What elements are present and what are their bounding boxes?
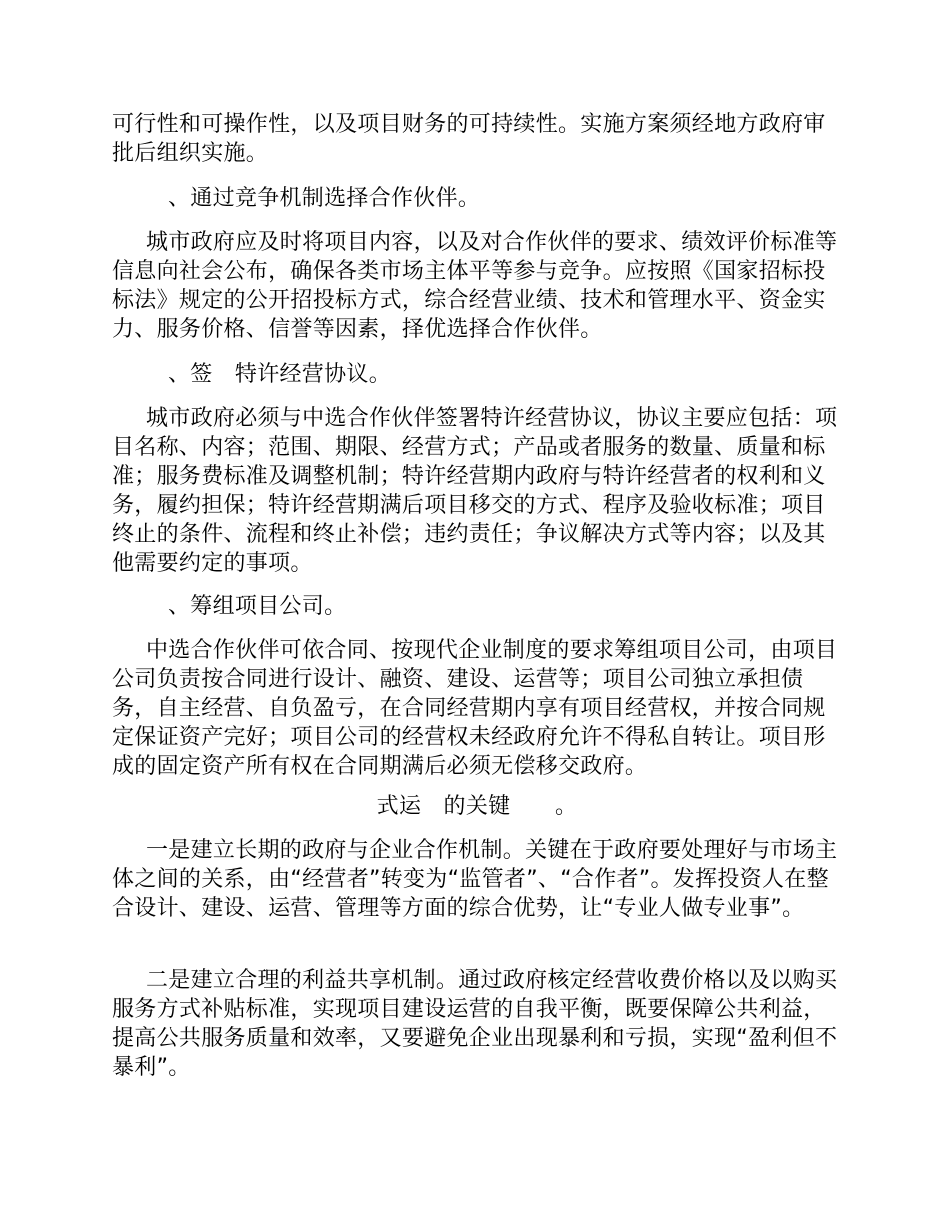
paragraph-agreement: 城市政府必须与中选合作伙伴签署特许经营协议，协议主要应包括：项目名称、内容；范围、期限、经营方式；产品或者服务的数量、质量和标准；服务费标准及调整机制；特许经营期内政府与特许经营者的权利和义务，履约担保；特许经营期满后项目移交的方式、程序及验收标准；项目终止的条件、流程和终止补偿；违约责任；争议解决方式等内容；以及其他需要约定的事项。 [112,406,838,576]
paragraph-benefit-sharing: 二是建立合理的利益共享机制。通过政府核定经营收费价格以及以购买服务方式补贴标准，实现项目建设运营的自我平衡，既要保障公共利益，提高公共服务质量和效率，又要避免企业出现暴利和亏损，实现“盈利但不暴利”。 [112,968,838,1080]
heading-project-company: 、筹组项目公司。 [168,594,347,619]
paragraph-cooperation: 一是建立长期的政府与企业合作机制。关键在于政府要处理好与市场主体之间的关系，由“经营者”转变为“监管者”、“合作者”。发挥投资人在整合设计、建设、运营、管理等方面的综合优势，让“专业人做专业事”。 [112,838,838,921]
paragraph-feasibility: 可行性和可操作性，以及项目财务的可持续性。实施方案须经地方政府审批后组织实施。 [112,112,826,166]
heading-competition: 、通过竞争机制选择合作伙伴。 [168,186,481,211]
heading-keys: 式运 的关键 。 [376,794,578,819]
paragraph-competition: 城市政府应及时将项目内容，以及对合作伙伴的要求、绩效评价标准等信息向社会公布，确保各类市场主体平等参与竞争。应按照《国家招标投标法》规定的公开招投标方式，综合经营业绩、技术和管理水平、资金实力、服务价格、信誉等因素，择优选择合作伙伴。 [112,230,838,342]
paragraph-project-company: 中选合作伙伴可依合同、按现代企业制度的要求筹组项目公司，由项目公司负责按合同进行设计、融资、建设、运营等；项目公司独立承担债务，自主经营、自负盈亏，在合同经营期内享有项目经营权，并按合同规定保证资产完好；项目公司的经营权未经政府允许不得私自转让。项目形成的固定资产所有权在合同期满后必须无偿移交政府。 [112,638,838,779]
heading-agreement: 、签 特许经营协议。 [168,362,392,387]
